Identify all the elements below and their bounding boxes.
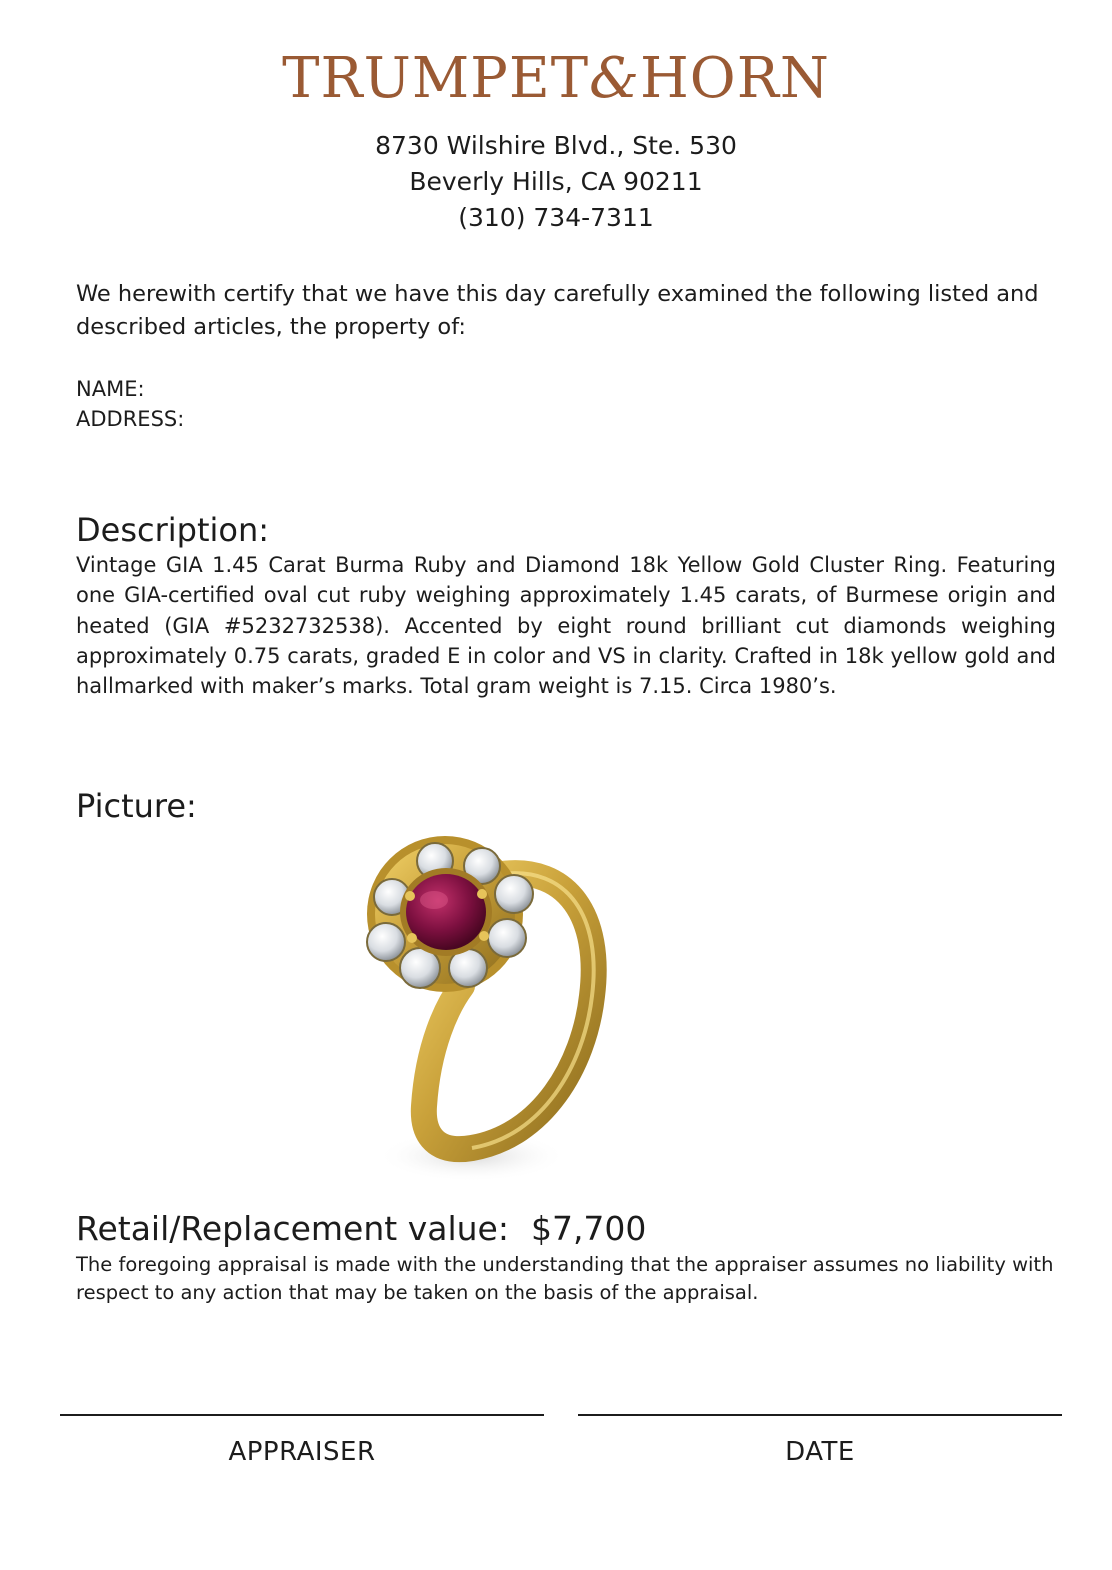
- brand-name-part2: HORN: [639, 46, 830, 111]
- brand-ampersand: &: [589, 46, 640, 111]
- certification-statement: We herewith certify that we have this day carefully examined the following listed and described articles, the property of:: [76, 281, 1039, 340]
- picture-heading: Picture:: [76, 787, 197, 825]
- date-signature-line: [578, 1414, 1062, 1416]
- ruby-diamond-ring-image: [352, 836, 612, 1202]
- appraised-value: [76, 1208, 646, 1250]
- address-label: ADDRESS:: [76, 407, 185, 431]
- ring-photo: [352, 836, 612, 1202]
- appraiser-signature-line: [60, 1414, 544, 1416]
- description-heading: Description:: [76, 511, 270, 549]
- value-amount: $7,700: [530, 1209, 647, 1248]
- name-label: NAME:: [76, 377, 145, 401]
- appraiser-label: APPRAISER: [228, 1437, 376, 1467]
- address-phone: (310) 734-7311: [458, 203, 654, 232]
- store-address: [0, 128, 1112, 236]
- liability-disclaimer: The foregoing appraisal is made with the understanding that the appraiser assumes no liability with respect to any action that may be taken on the basis of the appraisal.: [76, 1253, 1054, 1304]
- brand-name-part1: TRUMPET: [282, 46, 590, 111]
- date-label: DATE: [785, 1437, 855, 1467]
- brand-logo: [0, 46, 1112, 112]
- address-city: Beverly Hills, CA 90211: [409, 167, 703, 196]
- owner-fields: [76, 374, 184, 434]
- description-text: Vintage GIA 1.45 Carat Burma Ruby and Diamond 18k Yellow Gold Cluster Ring. Featuring one GIA-certified oval cut ruby weighing approximately 1.45 carats, of Burmese origin and heated (GIA #5232732538). Accented by eight round brilliant cut diamonds weighing approximately 0.75 carats, graded E in color and VS in clarity. Crafted in 18k yellow gold and hallmarked with maker’s marks. Total gram weight is 7.15. Circa 1980’s.: [76, 553, 1056, 699]
- value-label: Retail/Replacement value:: [76, 1209, 509, 1248]
- address-street: 8730 Wilshire Blvd., Ste. 530: [375, 131, 737, 160]
